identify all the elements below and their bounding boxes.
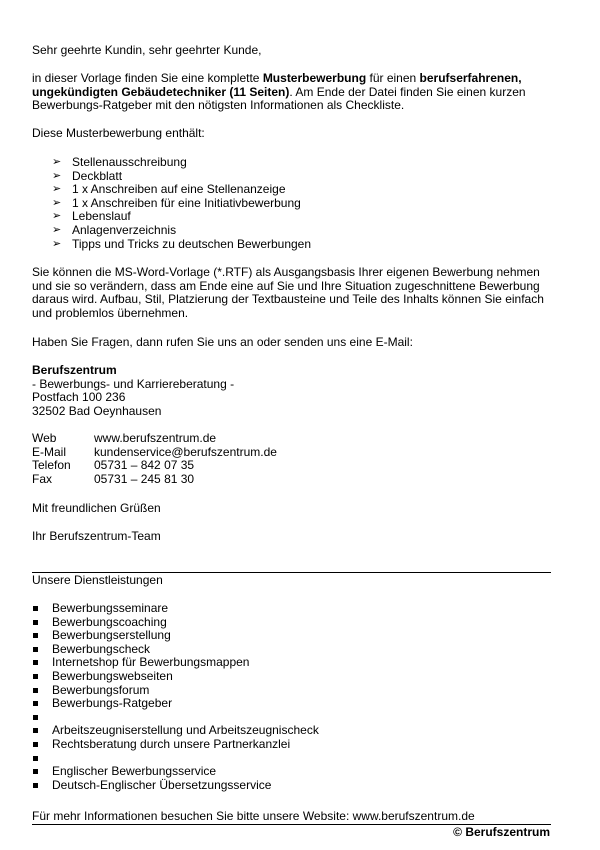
arrow-bullet-icon: ➢ — [52, 169, 62, 182]
usage-paragraph: Sie können die MS-Word-Vorlage (*.RTF) als Ausgangsbasis Ihrer eigenen Bewerbung nehmen und sie so verändern, dass am Ende eine auf Sie und Ihre Situation zugeschnittene Bewerbung daraus wird. Aufbau, Stil, Platzierung der Textbausteine und Teile des Inhalts können Sie einfach und problemlos übernehmen. — [32, 265, 544, 320]
list-item: Bewerbungs-Ratgeber — [32, 697, 319, 711]
list-item: Bewerbungscheck — [32, 643, 319, 657]
square-bullet-icon — [33, 688, 38, 693]
company-subtitle: - Bewerbungs- und Karriereberatung - — [32, 376, 235, 391]
list-item: Bewerbungsseminare — [32, 602, 319, 616]
signature: Ihr Berufszentrum-Team — [32, 529, 161, 543]
footer-info: Für mehr Informationen besuchen Sie bitte unsere Website: www.berufszentrum.de — [32, 809, 475, 823]
table-row: Telefon 05731 – 842 07 35 — [32, 459, 277, 473]
services-list — [32, 602, 319, 792]
intro-paragraph — [32, 72, 526, 113]
contact-table — [32, 432, 277, 486]
list-item: Bewerbungserstellung — [32, 629, 319, 643]
list-item — [32, 711, 319, 725]
website-link[interactable]: www.berufszentrum.de — [94, 431, 217, 445]
list-item: Bewerbungsforum — [32, 684, 319, 698]
list-item — [32, 752, 319, 766]
list-item: Deutsch-Englischer Übersetzungsservice — [32, 779, 319, 793]
contents-heading: Diese Musterbewerbung enthält: — [32, 126, 205, 140]
table-row: E-Mail kundenservice@berufszentrum.de — [32, 444, 277, 459]
intro-line-3: Bewerbungs-Ratgeber mit den nötigsten Informationen als Checkliste. — [32, 98, 405, 113]
list-item: Rechtsberatung durch unsere Partnerkanzlei — [32, 738, 319, 752]
copyright: © Berufszentrum — [453, 825, 550, 839]
arrow-bullet-icon: ➢ — [52, 237, 62, 250]
square-bullet-icon — [33, 742, 38, 747]
po-box: Postfach 100 236 — [32, 390, 126, 405]
square-bullet-icon — [33, 647, 38, 652]
list-item: ➢ 1 x Anschreiben auf eine Stellenanzeige — [52, 182, 286, 197]
square-bullet-icon — [33, 674, 38, 679]
contents-list — [32, 156, 311, 251]
list-item: Bewerbungscoaching — [32, 616, 319, 630]
square-bullet-icon — [33, 633, 38, 638]
list-item: ➢ Lebenslauf — [52, 209, 131, 224]
intro-line-2: ungekündigten Gebäudetechniker (11 Seiten). Am Ende der Datei finden Sie einen kurzen — [32, 84, 526, 99]
list-item: Arbeitszeugniserstellung und Arbeitszeugnischeck — [32, 724, 319, 738]
arrow-bullet-icon: ➢ — [52, 196, 62, 209]
square-bullet-icon — [33, 660, 38, 665]
arrow-bullet-icon: ➢ — [52, 223, 62, 236]
list-item: ➢ Deckblatt — [52, 168, 123, 183]
address-block — [32, 364, 234, 418]
table-row: Web www.berufszentrum.de — [32, 432, 277, 446]
list-item: Internetshop für Bewerbungsmappen — [32, 656, 319, 670]
square-bullet-icon — [33, 606, 38, 611]
city: 32502 Bad Oeynhausen — [32, 403, 162, 418]
list-item: Bewerbungswebseiten — [32, 670, 319, 684]
arrow-bullet-icon: ➢ — [52, 156, 62, 168]
fax-number: 05731 – 245 81 30 — [94, 471, 195, 486]
arrow-bullet-icon: ➢ — [52, 210, 62, 223]
square-bullet-icon — [33, 783, 38, 788]
square-bullet-icon — [33, 701, 38, 706]
arrow-bullet-icon: ➢ — [52, 183, 62, 196]
closing: Mit freundlichen Grüßen — [32, 501, 161, 515]
square-bullet-icon — [33, 715, 38, 720]
phone-number: 05731 – 842 07 35 — [94, 458, 195, 473]
list-item: ➢ Anlagenverzeichnis — [52, 222, 177, 237]
intro-line-1: in dieser Vorlage finden Sie eine komplette Musterbewerbung für einen berufserfahrenen, — [32, 71, 522, 85]
email-link[interactable]: kundenservice@berufszentrum.de — [94, 444, 277, 459]
square-bullet-icon — [33, 769, 38, 774]
list-item: ➢ Tipps und Tricks zu deutschen Bewerbungen — [52, 236, 312, 251]
questions-line: Haben Sie Fragen, dann rufen Sie uns an oder senden uns eine E-Mail: — [32, 335, 413, 349]
table-row: Fax 05731 – 245 81 30 — [32, 473, 277, 487]
square-bullet-icon — [33, 728, 38, 733]
company-name: Berufszentrum — [32, 363, 117, 377]
square-bullet-icon — [33, 756, 38, 761]
list-item: ➢ 1 x Anschreiben für eine Initiativbewerbung — [52, 195, 301, 210]
square-bullet-icon — [33, 620, 38, 625]
greeting: Sehr geehrte Kundin, sehr geehrter Kunde, — [32, 43, 262, 57]
services-heading: Unsere Dienstleistungen — [32, 573, 163, 587]
list-item: Englischer Bewerbungsservice — [32, 765, 319, 779]
list-item: ➢ Stellenausschreibung — [52, 155, 187, 169]
